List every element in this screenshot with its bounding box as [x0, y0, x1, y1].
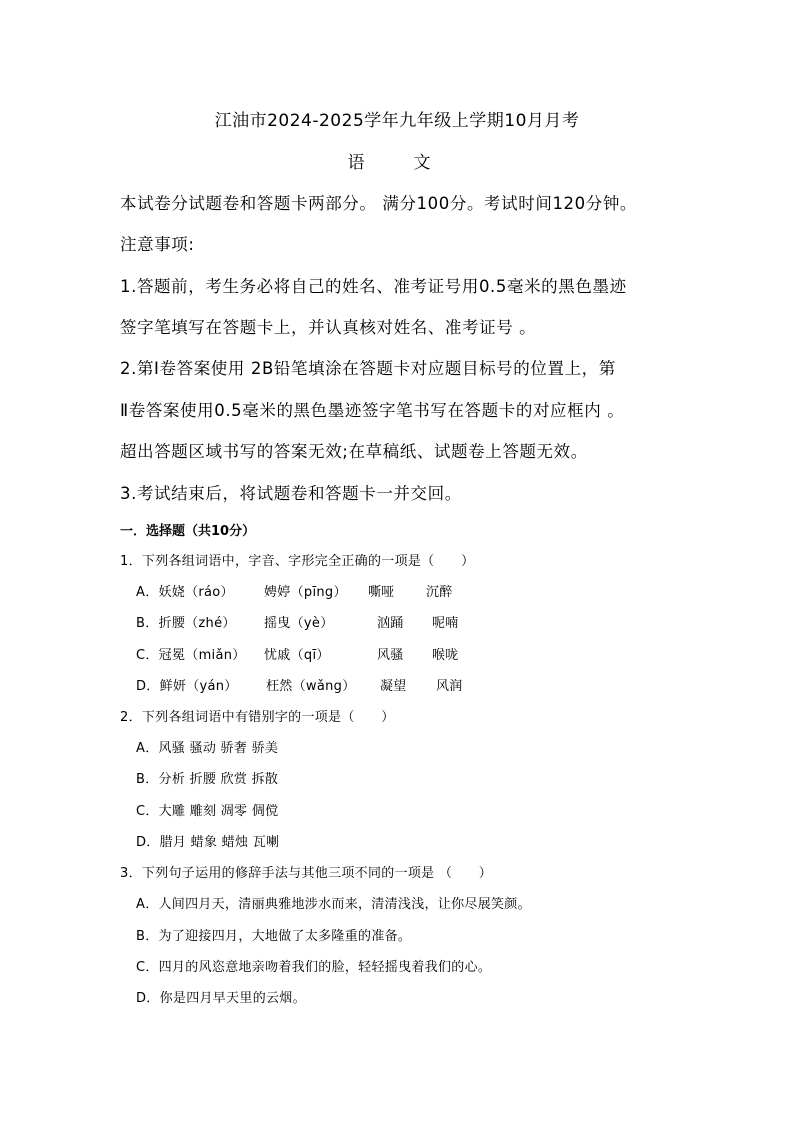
notice-line: 1.答题前，考生务必将自己的姓名、准考证号用0.5毫米的黑色墨迹 [120, 277, 627, 296]
notice-line: 签字笔填写在答题卡上，并认真核对姓名、准考证号 。 [120, 318, 537, 337]
exam-summary: 本试卷分试题卷和答题卡两部分。 满分100分。考试时间120分钟。 [120, 194, 638, 213]
notice-line: 2.第Ⅰ卷答案使用 2B铅笔填涂在答题卡对应题目标号的位置上，第 [120, 359, 616, 378]
notice-heading: 注意事项: [120, 235, 195, 254]
notice-line: 超出答题区域书写的答案无效;在草稿纸、试题卷上答题无效。 [120, 442, 588, 461]
question-stem: 2．下列各组词语中有错别字的一项是（ ） [120, 710, 395, 725]
option-row: B．为了迎接四月，大地做了太多隆重的准备。 [136, 929, 412, 944]
option-word: 风润 [436, 679, 463, 694]
option-row: A．风骚 骚动 骄奢 骄美 [136, 741, 279, 756]
question-stem: 3．下列句子运用的修辞手法与其他三项不同的一项是 （ ） [120, 866, 493, 881]
option-word: 摇曳（yè） [264, 616, 334, 631]
option-row: D．你是四月早天里的云烟。 [136, 991, 306, 1006]
option-word: 嘶哑 [368, 585, 395, 600]
option-word: 呢喃 [432, 616, 459, 631]
section-heading: 一．选择题（共10分） [120, 524, 256, 539]
option-word: 娉婷（pīng） [264, 585, 347, 600]
option-label: D．鲜妍（yán） [136, 679, 238, 694]
option-row: A．人间四月天，清丽典雅地涉水而来，清清浅浅，让你尽展笑颜。 [136, 897, 531, 912]
option-row: C．四月的风恣意地亲吻着我们的脸，轻轻摇曳着我们的心。 [136, 960, 492, 975]
option-word: 喉咙 [432, 648, 459, 663]
option-word: 风骚 [377, 648, 404, 663]
option-row: C．大雕 雕刻 凋零 倜傥 [136, 804, 279, 819]
exam-title: 江油市2024-2025学年九年级上学期10月月考 [214, 111, 580, 131]
notice-line: 3.考试结束后，将试题卷和答题卡一并交回。 [120, 484, 462, 503]
option-word: 凝望 [380, 679, 407, 694]
notice-line: Ⅱ卷答案使用0.5毫米的黑色墨迹签字笔书写在答题卡的对应框内 。 [120, 401, 625, 420]
option-label: B．折腰（zhé） [136, 616, 236, 631]
option-row: D．腊月 蜡象 蜡烛 瓦喇 [136, 835, 280, 850]
option-word: 枉然（wǎng） [266, 679, 356, 694]
question-stem: 1．下列各组词语中，字音、字形完全正确的一项是（ ） [120, 554, 475, 569]
option-word: 沉醉 [426, 585, 453, 600]
subject-heading: 语 文 [347, 153, 447, 173]
option-word: 汹踊 [377, 616, 404, 631]
option-label: C．冠冕（miǎn） [136, 648, 246, 663]
option-label: A．妖娆（ráo） [136, 585, 234, 600]
option-word: 忧戚（qī） [264, 648, 330, 663]
option-row: B．分析 折腰 欣赏 拆散 [136, 772, 279, 787]
